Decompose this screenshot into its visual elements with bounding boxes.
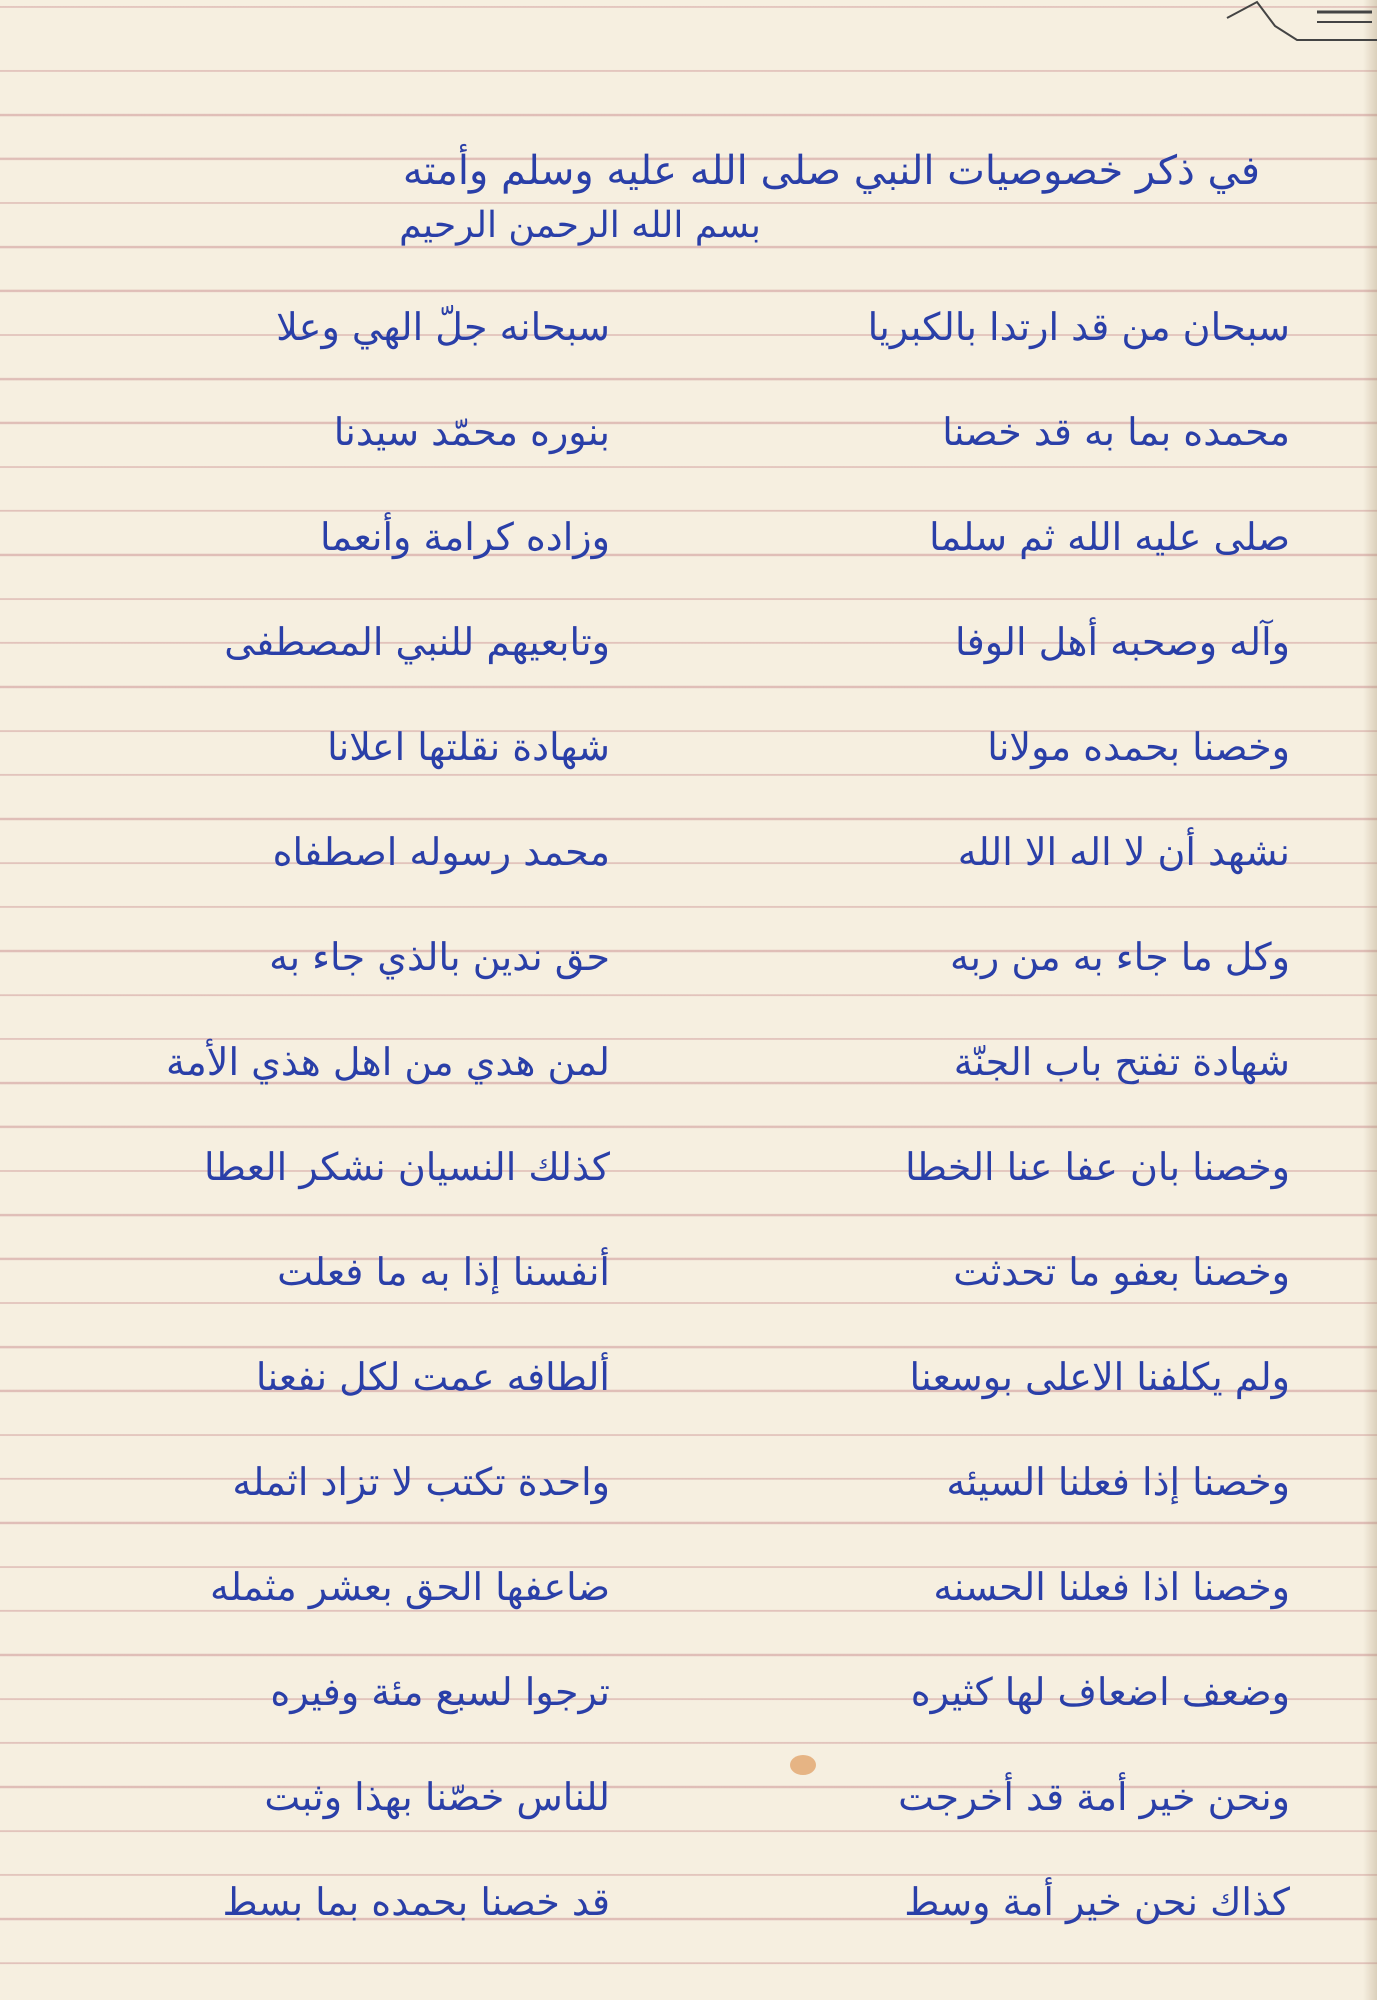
verse-line [70,820,1290,925]
verse-first-hemistich: نشهد أن لا اله الا الله [957,830,1290,874]
verse-second-hemistich: حق ندين بالذي جاء به [269,935,610,979]
verse-first-hemistich: سبحان من قد ارتدا بالكبريا [867,305,1290,349]
verse-line [70,1765,1290,1870]
verse-second-hemistich: وزاده كرامة وأنعما [320,515,610,559]
verse-first-hemistich: محمده بما به قد خصنا [942,410,1290,454]
verse-second-hemistich: كذلك النسيان نشكر العطا [204,1145,610,1189]
verse-second-hemistich: قد خصنا بحمده بما بسط [222,1880,610,1924]
verse-first-hemistich: وخصنا اذا فعلنا الحسنه [933,1565,1290,1609]
verse-line [70,1135,1290,1240]
verse-second-hemistich: ترجوا لسبع مئة وفيره [270,1670,610,1714]
verse-line [70,715,1290,820]
verse-list [70,295,1290,1975]
verse-first-hemistich: شهادة تفتح باب الجنّة [953,1040,1290,1084]
verse-line [70,1345,1290,1450]
verse-first-hemistich: وضعف اضعاف لها كثيره [910,1670,1290,1714]
verse-line [70,505,1290,610]
verse-second-hemistich: بنوره محمّد سيدنا [333,410,610,454]
verse-line [70,1450,1290,1555]
verse-first-hemistich: وكل ما جاء به من ربه [949,935,1290,979]
verse-second-hemistich: محمد رسوله اصطفاه [272,830,610,874]
verse-first-hemistich: وخصنا بان عفا عنا الخطا [905,1145,1290,1189]
corner-fold-mark [1157,0,1377,60]
verse-second-hemistich: ضاعفها الحق بعشر مثمله [210,1565,610,1609]
verse-second-hemistich: ألطافه عمت لكل نفعنا [255,1355,610,1399]
verse-line [70,610,1290,715]
verse-line [70,925,1290,1030]
verse-line [70,400,1290,505]
verse-second-hemistich: وتابعيهم للنبي المصطفى [224,620,610,664]
verse-second-hemistich: شهادة نقلتها اعلانا [327,725,610,769]
verse-line [70,1240,1290,1345]
verse-line [70,1870,1290,1975]
verse-second-hemistich: أنفسنا إذا به ما فعلت [277,1250,610,1294]
verse-second-hemistich: واحدة تكتب لا تزاد اثمله [232,1460,610,1504]
verse-line [70,295,1290,400]
verse-first-hemistich: وآله وصحبه أهل الوفا [955,620,1290,664]
verse-first-hemistich: وخصنا إذا فعلنا السيئه [946,1460,1290,1504]
verse-first-hemistich: ونحن خير أمة قد أخرجت [898,1775,1290,1819]
verse-second-hemistich: للناس خصّنا بهذا وثبت [264,1775,610,1819]
page-edge-shadow [1363,0,1377,2000]
verse-first-hemistich: ولم يكلفنا الاعلى بوسعنا [909,1355,1290,1399]
verse-first-hemistich: وخصنا بحمده مولانا [987,725,1290,769]
verse-first-hemistich: كذاك نحن خير أمة وسط [904,1880,1290,1924]
verse-second-hemistich: سبحانه جلّ الهي وعلا [276,305,610,349]
verse-line [70,1660,1290,1765]
poem-title: في ذكر خصوصيات النبي صلى الله عليه وسلم وأمته [402,148,1260,194]
verse-line [70,1030,1290,1135]
verse-first-hemistich: وخصنا بعفو ما تحدثت [953,1250,1290,1294]
verse-second-hemistich: لمن هدي من اهل هذي الأمة [166,1040,610,1084]
verse-first-hemistich: صلى عليه الله ثم سلما [929,515,1290,559]
verse-line [70,1555,1290,1660]
ink-stain [790,1755,816,1775]
basmala: بسم الله الرحمن الرحيم [399,205,761,246]
